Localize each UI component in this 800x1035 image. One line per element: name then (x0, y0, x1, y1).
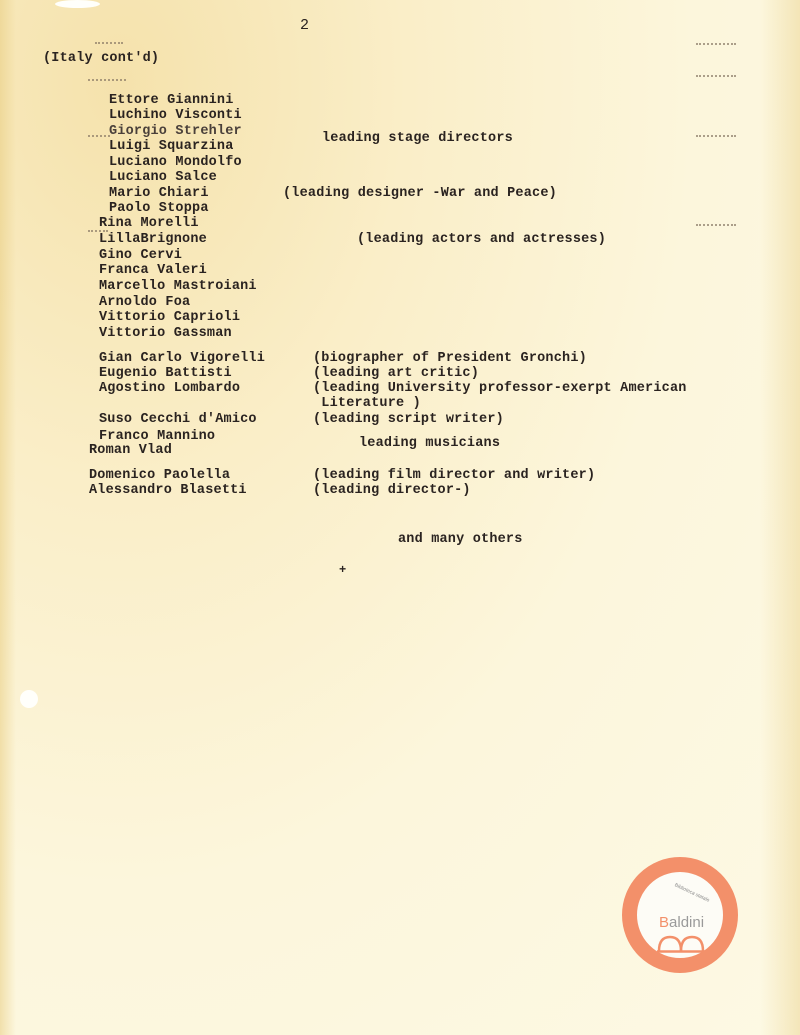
margin-mark (88, 79, 126, 83)
musicians-note: leading musicians (359, 436, 501, 451)
role-note: (leading film director and writer) (313, 468, 596, 483)
stamp-small-text: Biblioteca statale (673, 882, 711, 904)
name-entry: Gian Carlo Vigorelli (99, 351, 266, 366)
paper-right-edge (760, 0, 800, 1035)
margin-mark (696, 43, 736, 47)
margin-mark (696, 224, 736, 228)
designer-note: (leading designer -War and Peace) (283, 186, 557, 201)
actors-note: (leading actors and actresses) (357, 232, 607, 247)
stage-directors-note: leading stage directors (322, 131, 513, 146)
name-entry: Luigi Squarzina (109, 139, 234, 154)
margin-mark (696, 75, 736, 79)
name-entry: Marcello Mastroiani (99, 279, 257, 294)
role-note: (leading art critic) (313, 366, 480, 381)
plus-mark: + (339, 563, 347, 577)
margin-mark (88, 135, 110, 139)
name-entry: Vittorio Caprioli (99, 310, 241, 325)
library-stamp-logo (622, 857, 738, 973)
name-entry: Alessandro Blasetti (89, 483, 247, 498)
paper-hole (55, 0, 100, 8)
name-entry: Ettore Giannini (109, 93, 234, 108)
margin-mark (95, 42, 123, 46)
stamp-wordmark: Baldini (659, 914, 705, 931)
paper-left-edge (0, 0, 16, 1035)
name-entry: LillaBrignone (99, 232, 207, 247)
name-entry: Mario Chiari (109, 186, 209, 201)
name-entry: Vittorio Gassman (99, 326, 232, 341)
name-entry: Franca Valeri (99, 263, 207, 278)
margin-mark (696, 135, 736, 139)
name-entry: Paolo Stoppa (109, 201, 209, 216)
role-note: (leading script writer) (313, 412, 504, 427)
name-entry: Rina Morelli (99, 216, 199, 231)
role-note-continued: Literature ) (313, 396, 421, 411)
closing-line: and many others (398, 532, 523, 547)
page-number: 2 (300, 17, 310, 34)
name-entry: Agostino Lombardo (99, 381, 241, 396)
name-entry: Roman Vlad (89, 443, 173, 458)
name-entry: Luciano Mondolfo (109, 155, 242, 170)
name-entry: Gino Cervi (99, 248, 183, 263)
name-entry: Suso Cecchi d'Amico (99, 412, 257, 427)
open-book-icon (657, 933, 705, 953)
role-note: (biographer of President Gronchi) (313, 351, 587, 366)
name-entry: Domenico Paolella (89, 468, 231, 483)
name-entry: Giorgio Strehler (109, 124, 242, 139)
name-entry: Luchino Visconti (109, 108, 242, 123)
name-entry: Franco Mannino (99, 429, 216, 444)
role-note: (leading University professor-exerpt American (313, 381, 687, 396)
name-entry: Eugenio Battisti (99, 366, 232, 381)
role-note: (leading director-) (313, 483, 471, 498)
name-entry: Luciano Salce (109, 170, 217, 185)
paper-hole (20, 690, 38, 708)
section-heading: (Italy cont'd) (43, 51, 160, 66)
name-entry: Arnoldo Foa (99, 295, 191, 310)
